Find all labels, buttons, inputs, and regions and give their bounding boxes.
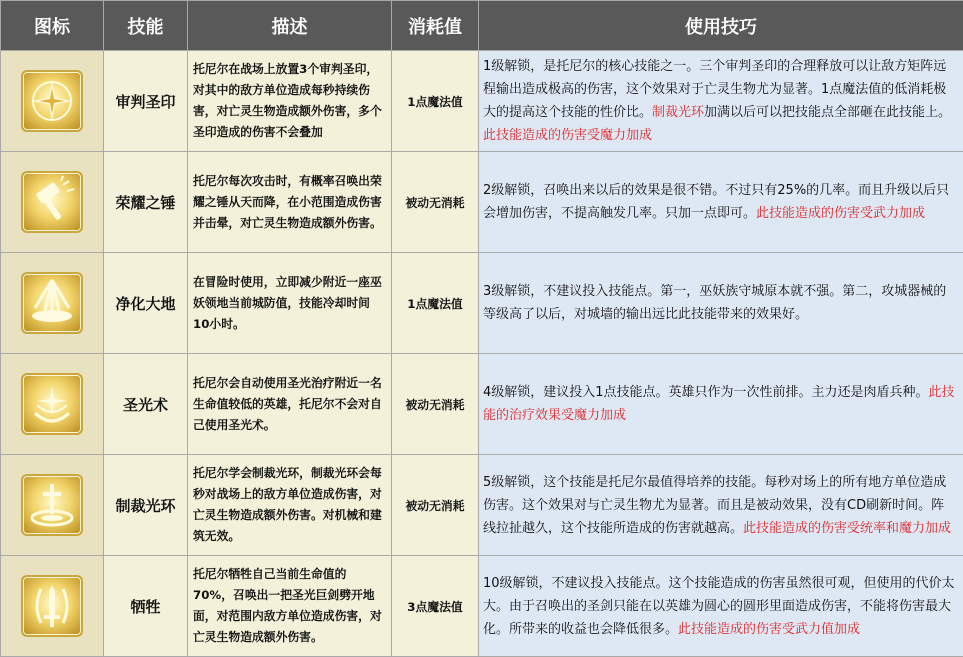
table-row	[1, 455, 963, 556]
tips-text: 5级解锁，这个技能是托尼尔最值得培养的技能。每秒对场上的所有地方单位造成伤害。这个效果对与亡灵生物尤为显著。而且是被动效果，没有CD刷新时间。阵线拉扯越久，这个技能所造成的伤害就越高。	[483, 475, 946, 536]
skill-tips	[479, 455, 963, 556]
tips-highlight: 此技能造成的伤害受武力加成	[756, 206, 925, 221]
skill-name: 审判圣印	[104, 51, 188, 152]
skill-tips	[479, 253, 963, 354]
skill-name: 制裁光环	[104, 455, 188, 556]
skill-cost: 1点魔法值	[392, 51, 479, 152]
sword-sacrifice-icon	[21, 575, 83, 637]
skill-cost: 1点魔法值	[392, 253, 479, 354]
skill-desc: 托尼尔会自动使用圣光治疗附近一名生命值较低的英雄，托尼尔不会对自己使用圣光术。	[188, 354, 392, 455]
tips-text: 2级解锁，召唤出来以后的效果是很不错。不过只有25%的几率。而且升级以后只会增加伤害，不提高触发几率。只加一点即可。	[483, 183, 949, 221]
header-row	[1, 1, 963, 51]
skill-cost: 被动无消耗	[392, 455, 479, 556]
skill-tips	[479, 354, 963, 455]
tips-highlight: 此技能造成的伤害受统率和魔力加成	[743, 521, 951, 536]
skill-desc: 在冒险时使用，立即减少附近一座巫妖领地当前城防值，技能冷却时间10小时。	[188, 253, 392, 354]
tips-highlight: 此技能造成的伤害受魔力加成	[483, 128, 652, 143]
skill-tips	[479, 152, 963, 253]
purify-light-icon	[21, 272, 83, 334]
header-cost: 消耗值	[392, 1, 479, 51]
skill-tips	[479, 51, 963, 152]
table-row	[1, 253, 963, 354]
tips-text: 4级解锁，建议投入1点技能点。英雄只作为一次性前排。主力还是肉盾兵种。	[483, 385, 929, 400]
skill-desc: 托尼尔牺牲自己当前生命值的70%，召唤出一把圣光巨剑劈开地面，对范围内敌方单位造成伤害，对亡灵生物造成额外伤害。	[188, 556, 392, 657]
tips-highlight: 制裁光环	[652, 105, 704, 120]
table-row	[1, 51, 963, 152]
table-row	[1, 556, 963, 657]
tips-text: 10级解锁，不建议投入技能点。这个技能造成的伤害虽然很可观，但使用的代价太大。由于召唤出的圣剑只能在以英雄为圆心的圆形里面造成伤害，不能将伤害最大化。所带来的收益也会降低很多。	[483, 576, 955, 637]
skill-tips	[479, 556, 963, 657]
skill-desc: 托尼尔学会制裁光环，制裁光环会每秒对战场上的敌方单位造成伤害，对亡灵生物造成额外伤害。对机械和建筑无效。	[188, 455, 392, 556]
header-desc: 描述	[188, 1, 392, 51]
tips-text: 加满以后可以把技能点全部砸在此技能上。	[704, 105, 951, 120]
table-row	[1, 152, 963, 253]
skill-cost: 被动无消耗	[392, 152, 479, 253]
skill-cost: 3点魔法值	[392, 556, 479, 657]
header-icon: 图标	[1, 1, 104, 51]
aura-icon	[21, 474, 83, 536]
table-row	[1, 354, 963, 455]
tips-highlight: 此技能造成的伤害受武力值加成	[678, 622, 860, 637]
tips-text: 3级解锁，不建议投入技能点。第一，巫妖族守城原本就不强。第二，攻城器械的等级高了以后，对城墙的输出远比此技能带来的效果好。	[483, 284, 946, 322]
skill-name: 牺牲	[104, 556, 188, 657]
tips-highlight: 此技能的治疗效果受魔力加成	[483, 385, 955, 423]
tips-text: 1级解锁，是托尼尔的核心技能之一。三个审判圣印的合理释放可以让敌方矩阵远程输出造成极高的伤害，这个效果对于亡灵生物尤为显著。1点魔法值的低消耗极大的提高这个技能的性价比。	[483, 59, 946, 120]
header-tips: 使用技巧	[479, 1, 963, 51]
skill-name: 荣耀之锤	[104, 152, 188, 253]
skill-desc: 托尼尔在战场上放置3个审判圣印，对其中的敌方单位造成每秒持续伤害，对亡灵生物造成额外伤害，多个圣印造成的伤害不会叠加	[188, 51, 392, 152]
compass-seal-icon	[21, 70, 83, 132]
hammer-icon	[21, 171, 83, 233]
skill-name: 圣光术	[104, 354, 188, 455]
holy-light-icon	[21, 373, 83, 435]
skill-cost: 被动无消耗	[392, 354, 479, 455]
skill-name: 净化大地	[104, 253, 188, 354]
header-skill: 技能	[104, 1, 188, 51]
skill-desc: 托尼尔每次攻击时，有概率召唤出荣耀之锤从天而降，在小范围造成伤害并击晕，对亡灵生物造成额外伤害。	[188, 152, 392, 253]
